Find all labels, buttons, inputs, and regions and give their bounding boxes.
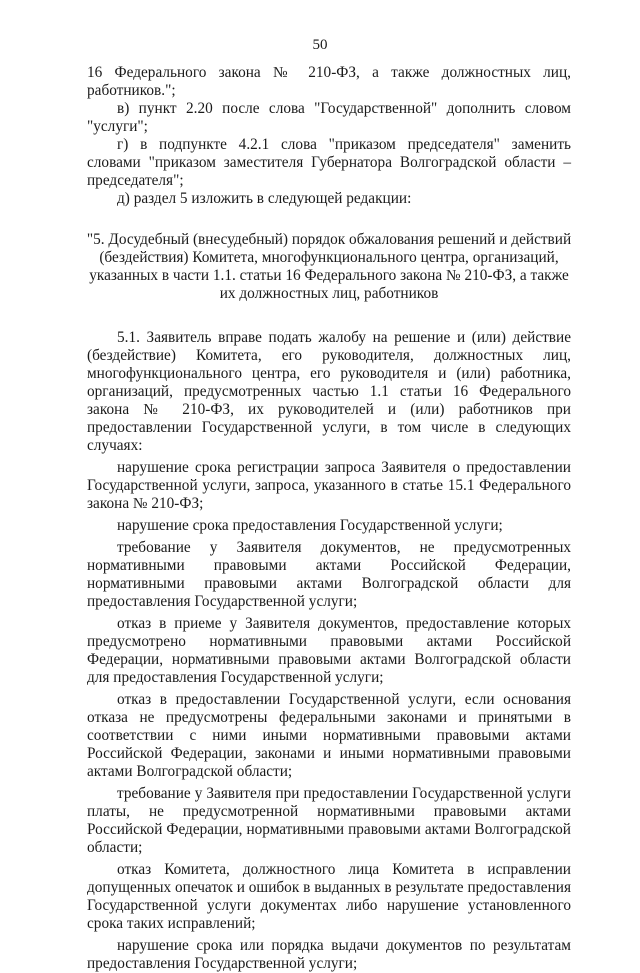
list-item: нарушение срока предоставления Государственной услуги; [117,517,503,534]
list-item: отказ в предоставлении Государственной услуги, если основания отказа не предусмотрены федеральными законами и принятыми в соответствии с ними иными нормативными правовыми актами Российской Федерации, законами и иными нормативными правовыми актами Волгоградской области; [87,691,571,780]
list-item: требование у Заявителя документов, не предусмотренных нормативными правовыми актами Российской Федерации, нормативными правовыми актами Волгоградской области для предоставления Государственной услуги; [87,539,571,610]
list-item: нарушение срока регистрации запроса Заявителя о предоставлении Государственной услуги, запроса, указанного в статье 15.1 Федерального закона № 210-ФЗ; [87,459,571,512]
list-item: отказ Комитета, должностного лица Комитета в исправлении допущенных опечаток и ошибок в выданных в результате предоставления Государственной услуги документах либо нарушение установленного срока таких исправлений; [87,861,571,932]
list-item: отказ в приеме у Заявителя документов, предоставление которых предусмотрено нормативными правовыми актами Российской Федерации, нормативными правовыми актами Волгоградской области для предоставления Государственной услуги; [87,615,571,686]
paragraph-continuation: 16 Федерального закона № 210-ФЗ, а также должностных лиц, работников."; [87,64,571,99]
paragraph-item-v: в) пункт 2.20 после слова "Государственной" дополнить словом "услуги"; [87,100,571,135]
list-item: нарушение срока или порядка выдачи документов по результатам предоставления Государственной услуги; [87,937,571,972]
page-number: 50 [312,37,328,53]
clause-5-1: 5.1. Заявитель вправе подать жалобу на решение и (или) действие (бездействие) Комитета, его руководителя, должностных лиц, многофункционального центра, его руководителя и (или) работника, организаций, предусмотренных частью 1.1 статьи 16 Федерального закона № 210-ФЗ, их руководителей и (или) работников при предоставлении Государственной услуги, в том числе в следующих случаях: [87,329,571,454]
document-body [87,64,571,973]
section-title: "5. Досудебный (внесудебный) порядок обжалования решений и действий (бездействия) Комитета, многофункционального центра, организаций, указанных в части 1.1. статьи 16 Федерального закона № 210-ФЗ, а также их должностных лиц, работников [86,231,572,302]
list-item: требование у Заявителя при предоставлении Государственной услуги платы, не предусмотренной нормативными правовыми актами Российской Федерации, нормативными правовыми актами Волгоградской области; [87,785,571,856]
paragraph-item-g: г) в подпункте 4.2.1 слова "приказом председателя" заменить словами "приказом заместителя Губернатора Волгоградской области – председателя"; [87,136,571,189]
paragraph-item-d: д) раздел 5 изложить в следующей редакции: [117,190,412,207]
